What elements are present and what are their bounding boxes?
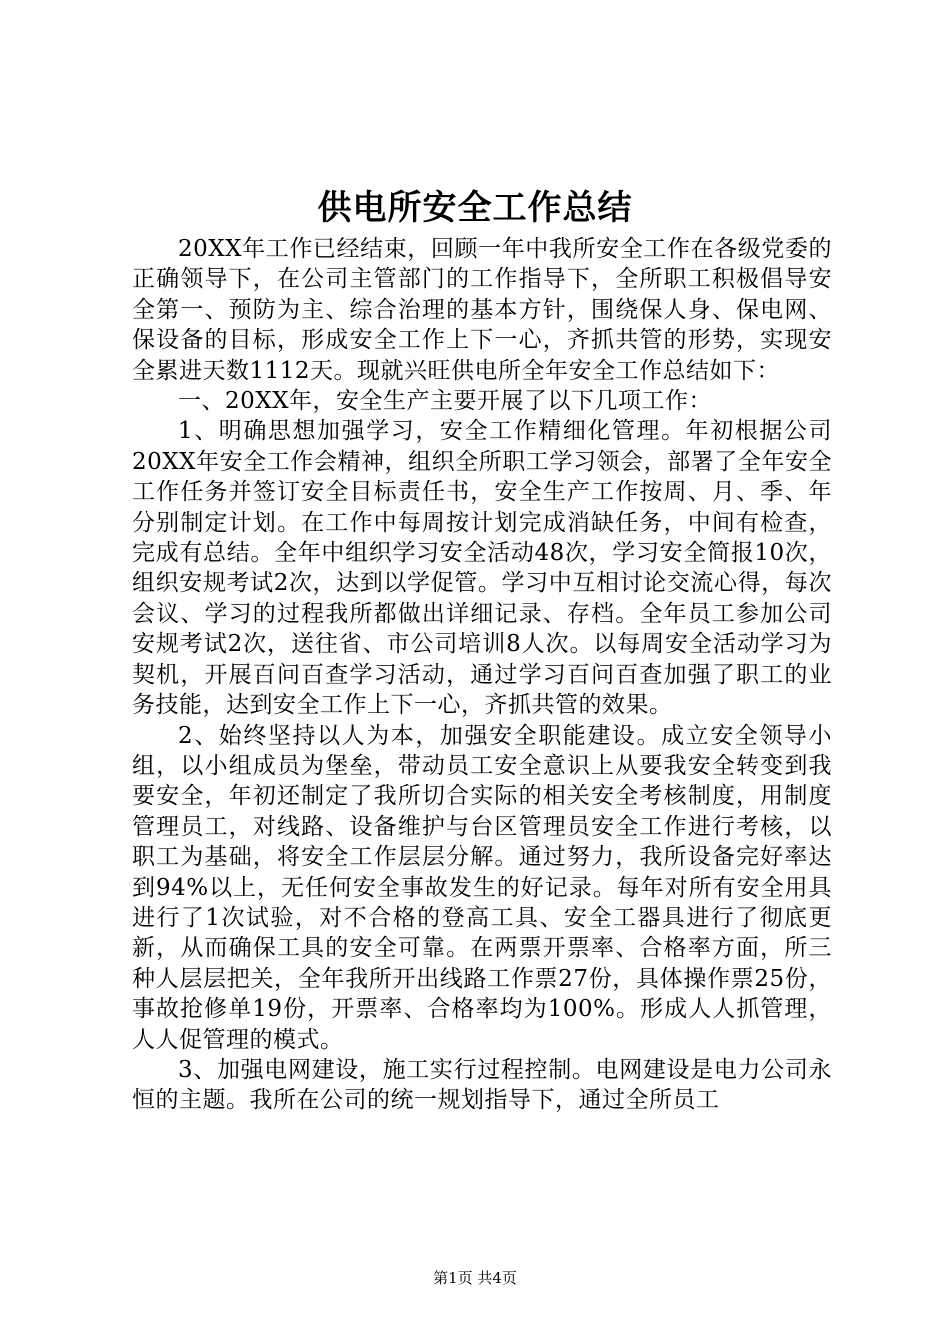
paragraph-item-1: 1、明确思想加强学习，安全工作精细化管理。年初根据公司20XX年安全工作会精神，组织全所职工学习领会，部署了全年安全工作任务并签订安全目标责任书，安全生产工作按周、月、季、年分别制定计划。在工作中每周按计划完成消缺任务，中间有检查，完成有总结。全年中组织学习安全活动48次，学习安全简报10次，组织安规考试2次，达到以学促管。学习中互相讨论交流心得，每次会议、学习的过程我所都做出详细记录、存档。全年员工参加公司安规考试2次，送往省、市公司培训8人次。以每周安全活动学习为契机，开展百问百查学习活动，通过学习百问百查加强了职工的业务技能，达到安全工作上下一心，齐抓共管的效果。	[132, 418, 832, 719]
paragraph-section-heading: 一、20XX年，安全生产主要开展了以下几项工作：	[178, 388, 713, 415]
document-body	[132, 234, 832, 1116]
document-title: 供电所安全工作总结	[317, 188, 633, 228]
paragraph-item-2: 2、始终坚持以人为本，加强安全职能建设。成立安全领导小组，以小组成员为堡垒，带动员工安全意识上从要我安全转变到我要安全，年初还制定了我所切合实际的相关安全考核制度，用制度管理员工，对线路、设备维护与台区管理员安全工作进行考核，以职工为基础，将安全工作层层分解。通过努力，我所设备完好率达到94%以上，无任何安全事故发生的好记录。每年对所有安全用具进行了1次试验，对不合格的登高工具、安全工器具进行了彻底更新，从而确保工具的安全可靠。在两票开票率、合格率方面，所三种人层层把关，全年我所开出线路工作票27份，具体操作票25份，事故抢修单19份，开票率、合格率均为100%。形成人人抓管理，人人促管理的模式。	[132, 722, 832, 1053]
paragraph-intro: 20XX年工作已经结束，回顾一年中我所安全工作在各级党委的正确领导下，在公司主管部门的工作指导下，全所职工积极倡导安全第一、预防为主、综合治理的基本方针，围绕保人身、保电网、保设备的目标，形成安全工作上下一心，齐抓共管的形势，实现安全累进天数1112天。现就兴旺供电所全年安全工作总结如下：	[132, 236, 832, 384]
page-number-footer: 第1页 共4页	[433, 1269, 517, 1287]
paragraph-item-3: 3、加强电网建设，施工实行过程控制。电网建设是电力公司永恒的主题。我所在公司的统一规划指导下，通过全所员工	[132, 1056, 832, 1114]
